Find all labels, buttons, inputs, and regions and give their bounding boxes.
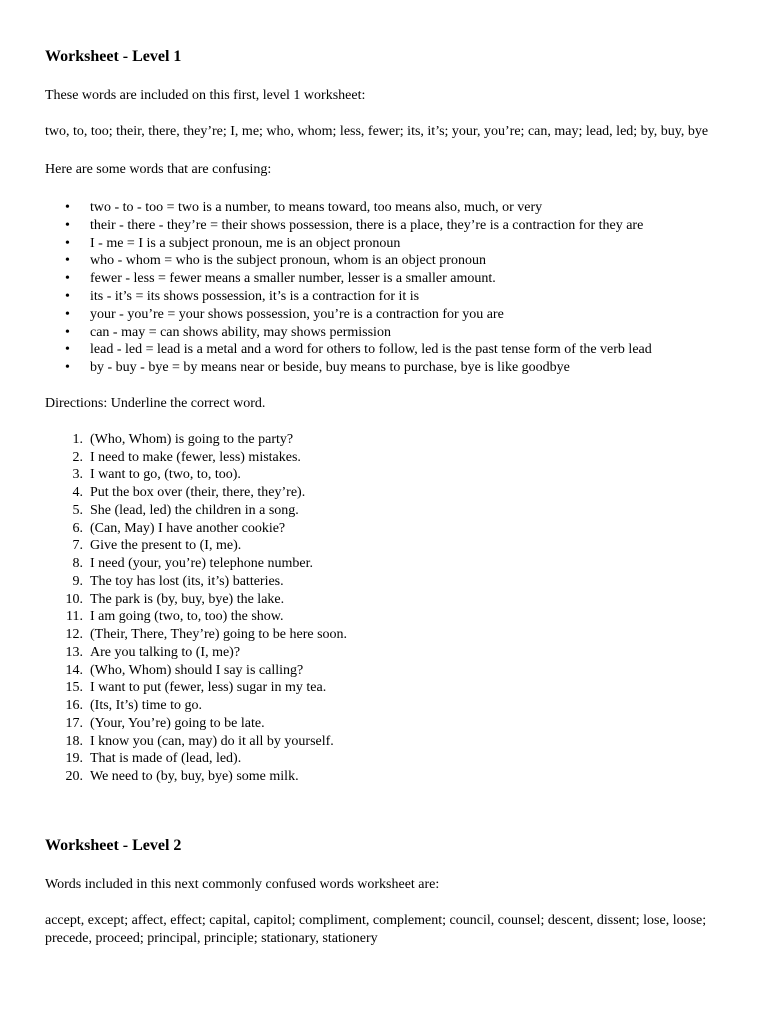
- question-item: [45, 466, 725, 484]
- level1-title: Worksheet - Level 1: [45, 48, 182, 65]
- confusing-heading: Here are some words that are confusing:: [45, 162, 272, 177]
- bullet-icon: •: [65, 235, 70, 251]
- definition-item: [45, 306, 725, 324]
- definition-item: [45, 324, 725, 342]
- question-number: 14.: [65, 662, 83, 678]
- question-number: 10.: [65, 591, 83, 607]
- question-text: That is made of (lead, led).: [90, 751, 242, 767]
- question-text: Give the present to (I, me).: [90, 538, 242, 554]
- bullet-icon: •: [65, 342, 70, 358]
- question-item: [45, 679, 725, 697]
- level2-title: Worksheet - Level 2: [45, 836, 182, 854]
- question-number: 1.: [72, 431, 83, 447]
- question-item: [45, 662, 725, 680]
- definition-item: [45, 199, 725, 217]
- question-text: The park is (by, buy, bye) the lake.: [90, 591, 285, 607]
- question-text: I know you (can, may) do it all by yourself.: [90, 733, 334, 749]
- directions: Directions: Underline the correct word.: [45, 395, 266, 411]
- bullet-icon: •: [65, 306, 70, 322]
- bullet-icon: •: [65, 200, 70, 215]
- question-item: [45, 555, 725, 573]
- question-item: [45, 750, 725, 768]
- bullet-icon: •: [65, 360, 70, 376]
- question-text: She (lead, led) the children in a song.: [90, 502, 299, 518]
- definition-item: [45, 359, 725, 377]
- question-text: (Their, There, They’re) going to be here soon.: [90, 627, 348, 643]
- question-text: I need (your, you’re) telephone number.: [90, 556, 313, 572]
- question-number: 16.: [65, 698, 83, 714]
- worksheet-page: [45, 47, 725, 948]
- definition-item: [45, 217, 725, 235]
- question-text: (Its, It’s) time to go.: [90, 698, 202, 714]
- question-item: [45, 715, 725, 733]
- question-item: [45, 537, 725, 555]
- question-item: [45, 449, 725, 467]
- level2-word-list: accept, except; affect, effect; capital, capitol; compliment, complement; council, counsel; descent, dissent; lose, loose; precede, proceed; principal, principle; stationary, stationery: [45, 912, 707, 946]
- question-text: I want to put (fewer, less) sugar in my tea.: [90, 680, 327, 696]
- question-number: 20.: [65, 769, 83, 785]
- question-item: [45, 502, 725, 520]
- question-number: 13.: [65, 644, 83, 660]
- question-list: [45, 431, 725, 786]
- level1-intro: These words are included on this first, level 1 worksheet:: [45, 88, 366, 103]
- question-item: [45, 431, 725, 449]
- question-item: [45, 608, 725, 626]
- definition-item: [45, 252, 725, 270]
- question-text: (Can, May) I have another cookie?: [90, 520, 286, 536]
- definition-text: its - it’s = its shows possession, it’s is a contraction for it is: [90, 288, 420, 304]
- definition-text: by - buy - bye = by means near or beside, buy means to purchase, bye is like goodbye: [90, 360, 570, 376]
- question-text: I want to go, (two, to, too).: [90, 467, 241, 483]
- question-text: The toy has lost (its, it’s) batteries.: [90, 573, 284, 589]
- question-number: 4.: [72, 485, 83, 501]
- question-item: [45, 573, 725, 591]
- question-item: [45, 697, 725, 715]
- question-item: [45, 484, 725, 502]
- definition-text: your - you’re = your shows possession, you’re is a contraction for you are: [90, 306, 504, 322]
- question-text: I need to make (fewer, less) mistakes.: [90, 449, 301, 465]
- question-item: [45, 520, 725, 538]
- question-number: 17.: [65, 715, 83, 731]
- bullet-icon: •: [65, 324, 70, 340]
- definition-item: [45, 288, 725, 306]
- definition-item: [45, 270, 725, 288]
- definition-text: their - there - they’re = their shows possession, there is a place, they’re is a contraction for they are: [90, 217, 644, 233]
- definition-list: [45, 199, 725, 377]
- question-number: 5.: [72, 502, 83, 518]
- question-text: (Who, Whom) should I say is calling?: [90, 662, 304, 678]
- question-number: 8.: [72, 556, 83, 572]
- bullet-icon: •: [65, 253, 70, 269]
- question-number: 3.: [72, 467, 83, 483]
- question-number: 6.: [72, 520, 83, 536]
- level2-intro: Words included in this next commonly confused words worksheet are:: [45, 876, 440, 892]
- question-item: [45, 626, 725, 644]
- question-number: 7.: [72, 538, 83, 554]
- question-text: (Who, Whom) is going to the party?: [90, 431, 294, 447]
- question-item: [45, 733, 725, 751]
- level1-word-list: two, to, too; their, there, they’re; I, me; who, whom; less, fewer; its, it’s; your, you’re; can, may; lead, led; by, buy, bye: [45, 124, 709, 139]
- question-item: [45, 591, 725, 609]
- definition-item: [45, 235, 725, 253]
- question-text: I am going (two, to, too) the show.: [90, 609, 284, 625]
- question-number: 2.: [72, 449, 83, 465]
- question-number: 19.: [65, 751, 83, 767]
- question-text: Put the box over (their, there, they’re).: [90, 485, 306, 501]
- question-number: 15.: [65, 680, 83, 696]
- question-number: 11.: [66, 609, 83, 625]
- definition-text: fewer - less = fewer means a smaller number, lesser is a smaller amount.: [90, 271, 496, 287]
- definition-text: two - to - too = two is a number, to means toward, too means also, much, or very: [90, 200, 543, 215]
- definition-text: I - me = I is a subject pronoun, me is an object pronoun: [90, 235, 401, 251]
- definition-text: who - whom = who is the subject pronoun, whom is an object pronoun: [90, 253, 486, 269]
- question-number: 18.: [65, 733, 83, 749]
- bullet-icon: •: [65, 217, 70, 233]
- question-text: Are you talking to (I, me)?: [90, 644, 241, 660]
- question-item: [45, 644, 725, 662]
- definition-item: [45, 341, 725, 359]
- question-number: 9.: [72, 573, 83, 589]
- definition-text: lead - led = lead is a metal and a word for others to follow, led is the past tense form of the verb lead: [90, 342, 652, 358]
- question-number: 12.: [65, 627, 83, 643]
- question-text: (Your, You’re) going to be late.: [90, 715, 265, 731]
- question-text: We need to (by, buy, bye) some milk.: [90, 769, 299, 785]
- bullet-icon: •: [65, 271, 70, 287]
- definition-text: can - may = can shows ability, may shows permission: [90, 324, 391, 340]
- bullet-icon: •: [65, 288, 70, 304]
- question-item: [45, 768, 725, 786]
